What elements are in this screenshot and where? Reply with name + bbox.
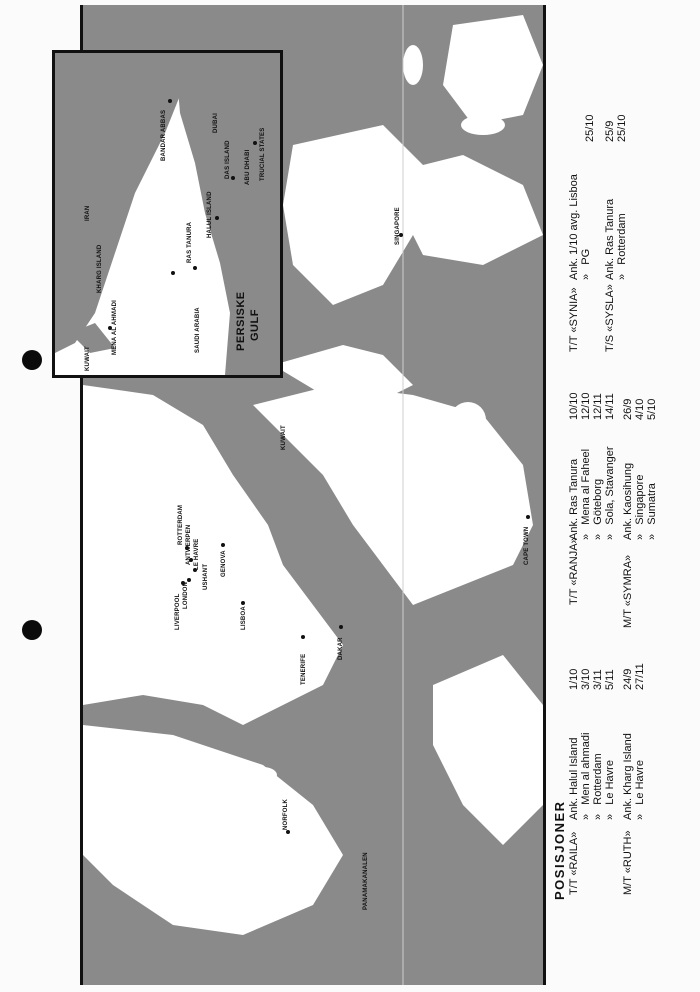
ship-ruth: M/T «RUTH» [622,830,634,895]
symra-row3-place: Sumatra [646,483,658,525]
inset-title-line2: GULF [249,309,261,341]
inset-label-iran: IRAN [85,205,91,221]
ranja-row2-prefix: » [580,533,592,540]
map-label-dakar: DAKAR [338,637,344,660]
symra-row2 [634,475,646,540]
raila-row2 [580,733,592,820]
symra-row3-date: 5/10 [646,398,658,420]
sysla-row1-prefix: Ank. [604,257,616,280]
punch-hole-bottom [22,620,42,640]
ruth-row2-date: 27/11 [634,663,646,690]
ruth-row1-date: 24/9 [622,668,634,690]
sysla-row2-date: 25/10 [616,114,628,142]
raila-row4-place: Le Havre [604,760,616,805]
ranja-row3-prefix: » [592,533,604,540]
map-label-le-havre: LE HAVRE [194,538,200,570]
map-label-genova: GENOVA [221,550,227,577]
raila-row1 [568,737,580,820]
ranja-row1 [568,459,580,540]
raila-row1-prefix: Ank. [568,797,580,820]
ruth-row1-prefix: Ank. [622,797,634,820]
ruth-row1-place: Kharg Island [622,733,634,795]
positions-panel [548,0,700,992]
raila-row4 [604,760,616,820]
raila-row1-place: Halul Island [568,737,580,795]
inset-label-dubai: DUBAI [213,113,219,133]
ranja-row1-prefix: Ank. [568,517,580,540]
raila-row3-place: Rotterdam [592,753,604,805]
raila-row2-date: 3/10 [580,668,592,690]
raila-row2-place: Men al ahmadi [580,732,592,805]
ranja-row2-place: Mena al Faheel [580,448,592,525]
map-label-lisboa: LISBOA [241,606,247,630]
inset-label-kharg-island: KHARG ISLAND [97,244,103,293]
raila-row3-prefix: » [592,813,604,820]
synia-row1-prefix: Ank. [568,257,580,280]
ruth-row2-prefix: » [634,813,646,820]
inset-label-trucial-states: TRUCIAL STATES [260,127,266,181]
inset-label-halul-island: HALUL ISLAND [207,191,213,238]
ship-sysla: T/S «SYSLA» [604,284,616,352]
map-label-panamakanalen: PANAMAKANALEN [363,852,369,910]
inset-title-line1: PERSISKE [235,291,247,351]
ship-symra: M/T «SYMRA» [622,554,634,628]
symra-row3 [646,483,658,540]
symra-row1-date: 26/9 [622,398,634,420]
inset-label-saudi-arabia: SAUDI ARABIA [195,307,201,353]
map-label-antwerpen: ANTWERPEN [186,524,192,565]
ship-raila: T/T «RAILA» [568,831,580,895]
symra-row1 [622,463,634,540]
symra-row2-prefix: » [634,533,646,540]
raila-row3 [592,753,604,820]
ranja-row2-date: 12/10 [580,392,592,420]
ranja-row4 [604,446,616,540]
punch-hole-top [22,350,42,370]
positions-heading: POSISJONER [552,800,567,900]
symra-row2-place: Singapore [634,474,646,525]
inset-label-abu-dhabi: ABU DHABI [245,149,251,185]
symra-row1-place: Kaosihung [622,462,634,515]
map-label-kuwait: KUWAIT [281,425,287,450]
sysla-row2-place: Rotterdam [616,213,628,265]
map-label-singapore: SINGAPORE [395,207,401,245]
persian-gulf-inset [52,50,283,378]
ruth-row2-place: Le Havre [634,760,646,805]
ruth-row2 [634,760,646,820]
inset-label-mena-al-ahmadi: MENA AL AHMADI [112,299,118,355]
raila-row2-prefix: » [580,813,592,820]
sysla-row1-place: Ras Tanura [604,198,616,255]
sysla-row2 [616,213,628,280]
inset-label-kuwait: KUWAIT [85,346,91,371]
ruth-row1 [622,733,634,820]
inset-label-das-island: DAS ISLAND [225,140,231,179]
raila-row1-date: 1/10 [568,668,580,690]
raila-row4-prefix: » [604,813,616,820]
map-label-ushant: USHANT [203,563,209,590]
ranja-row2 [580,449,592,540]
raila-row3-date: 3/11 [592,669,604,690]
map-label-liverpool: LIVERPOOL [175,593,181,630]
synia-row1 [568,174,580,280]
ranja-row4-date: 14/11 [604,393,616,420]
synia-row2 [580,249,592,280]
synia-row2-place: PG [580,248,592,265]
ship-synia: T/T «SYNIA» [568,287,580,352]
inset-label-bandar-abbas: BANDAR ABBAS [161,109,167,161]
map-label-cape-town: CAPE TOWN [524,526,530,565]
map-label-norfolk: NORFOLK [283,798,289,830]
ranja-row3-place: Göteborg [592,478,604,525]
sysla-row1-date: 25/9 [604,120,616,142]
symra-row2-date: 4/10 [634,398,646,420]
synia-row1-place: 1/10 avg. Lisboa [568,174,580,255]
sysla-row1 [604,199,616,280]
ship-ranja: T/T «RANJA» [568,537,580,605]
inset-label-ras-tanura: RAS TANURA [187,221,193,263]
ranja-row4-prefix: » [604,533,616,540]
synia-row1-date: 25/10 [584,114,596,142]
map-label-london: LONDON [183,581,189,609]
map-label-tenerife: TENERIFE [301,653,307,685]
ranja-row3-date: 12/11 [592,393,604,420]
map-label-rotterdam: ROTTERDAM [178,504,184,545]
synia-row2-prefix: » [580,273,592,280]
ranja-row1-date: 10/10 [568,392,580,420]
symra-row1-prefix: Ank. [622,517,634,540]
raila-row4-date: 5/11 [604,669,616,690]
sysla-row2-prefix: » [616,273,628,280]
ranja-row3 [592,479,604,540]
ranja-row4-place: Sola, Stavanger [604,446,616,525]
symra-row3-prefix: » [646,533,658,540]
ranja-row1-place: Ras Tanura [568,458,580,515]
